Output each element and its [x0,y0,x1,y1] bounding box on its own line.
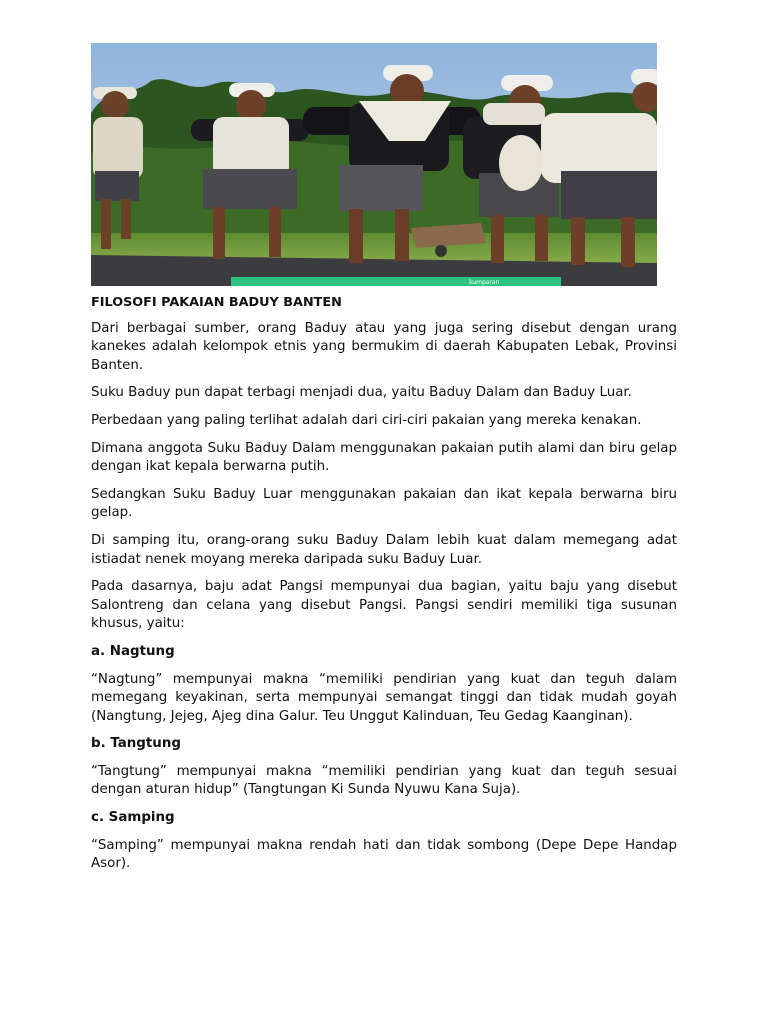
paragraph: Perbedaan yang paling terlihat adalah dari ciri-ciri pakaian yang mereka kenakan. [91,412,642,428]
section-heading-samping: c. Samping [91,810,175,826]
paragraph: Dari berbagai sumber, orang Baduy atau yang juga sering disebut dengan urang kanekes adalah kelompok etnis yang bermukim di daerah Kabupaten Lebak, Provinsi Banten. [91,320,677,373]
document-body [91,294,677,883]
paragraph: Di samping itu, orang-orang suku Baduy Dalam lebih kuat dalam memegang adat istiadat nenek moyang mereka daripada suku Baduy Luar. [91,532,677,567]
paragraph: Suku Baduy pun dapat terbagi menjadi dua, yaitu Baduy Dalam dan Baduy Luar. [91,385,632,401]
watermark-banner [231,277,561,286]
paragraph: Dimana anggota Suku Baduy Dalam menggunakan pakaian putih alami dan biru gelap dengan ikat kepala berwarna putih. [91,440,677,475]
section-text-tangtung: “Tangtung” mempunyai makna “memiliki pendirian yang kuat dan teguh sesuai dengan aturan hidup” (Tangtungan Ki Sunda Nyuwu Kana Suja). [91,763,677,798]
section-heading-nagtung: a. Nagtung [91,643,175,659]
section-text-nagtung: “Nagtung” mempunyai makna “memiliki pendirian yang kuat dan teguh dalam memegang keyakinan, serta mempunyai semangat tinggi dan tidak mudah goyah (Nangtung, Jejeg, Ajeg dina Galur. Teu Unggut Kalinduan, Teu Gedag Kaanginan). [91,671,677,724]
section-heading-tangtung: b. Tangtung [91,736,181,752]
section-text-samping: “Samping” mempunyai makna rendah hati dan tidak sombong (Depe Depe Handap Asor). [91,837,677,872]
document-title: FILOSOFI PAKAIAN BADUY BANTEN [91,295,342,310]
paragraph: Sedangkan Suku Baduy Luar menggunakan pakaian dan ikat kepala berwarna biru gelap. [91,486,677,521]
watermark-text: kumparan [469,279,500,286]
paragraph: Pada dasarnya, baju adat Pangsi mempunyai dua bagian, yaitu baju yang disebut Salontreng dan celana yang disebut Pangsi. Pangsi sendiri memiliki tiga susunan khusus, yaitu: [91,579,677,632]
baduy-men-walking-photo [91,43,657,286]
